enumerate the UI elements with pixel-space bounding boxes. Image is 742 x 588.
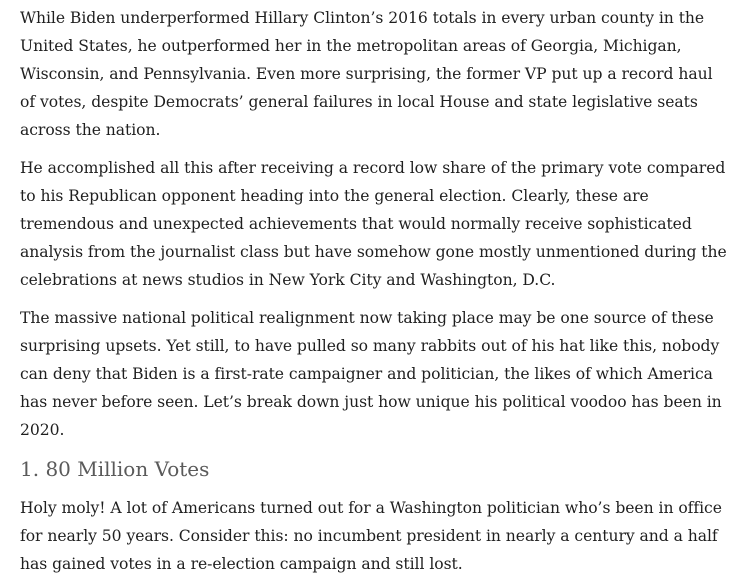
article-paragraph: While Biden underperformed Hillary Clinton’s 2016 totals in every urban county in the United States, he outperformed her in the metropolitan areas of Georgia, Michigan, Wisconsin, and Pennsylvania. Even more surprising, the former VP put up a record haul of votes, despite Democrats’ general failures in local House and state legislative seats across the nation.: [20, 9, 713, 139]
article-paragraph: He accomplished all this after receiving a record low share of the primary vote compared to his Republican opponent heading into the general election. Clearly, these are tremendous and unexpected achievements that would normally receive sophisticated analysis from the journalist class but have somehow gone mostly unmentioned during the celebrations at news studios in New York City and Washington, D.C.: [20, 159, 727, 289]
section-heading: 1. 80 Million Votes: [20, 457, 210, 481]
article-paragraph: The massive national political realignment now taking place may be one source of these surprising upsets. Yet still, to have pulled so many rabbits out of his hat like this, nobody can deny that Biden is a first-rate campaigner and politician, the likes of which America has never before seen. Let’s break down just how unique his political voodoo has been in 2020.: [20, 309, 722, 439]
article-paragraph: Holy moly! A lot of Americans turned out for a Washington politician who’s been in office for nearly 50 years. Consider this: no incumbent president in nearly a century and a half has gained votes in a re-election campaign and still lost.: [20, 499, 722, 573]
article-body: [20, 4, 732, 588]
